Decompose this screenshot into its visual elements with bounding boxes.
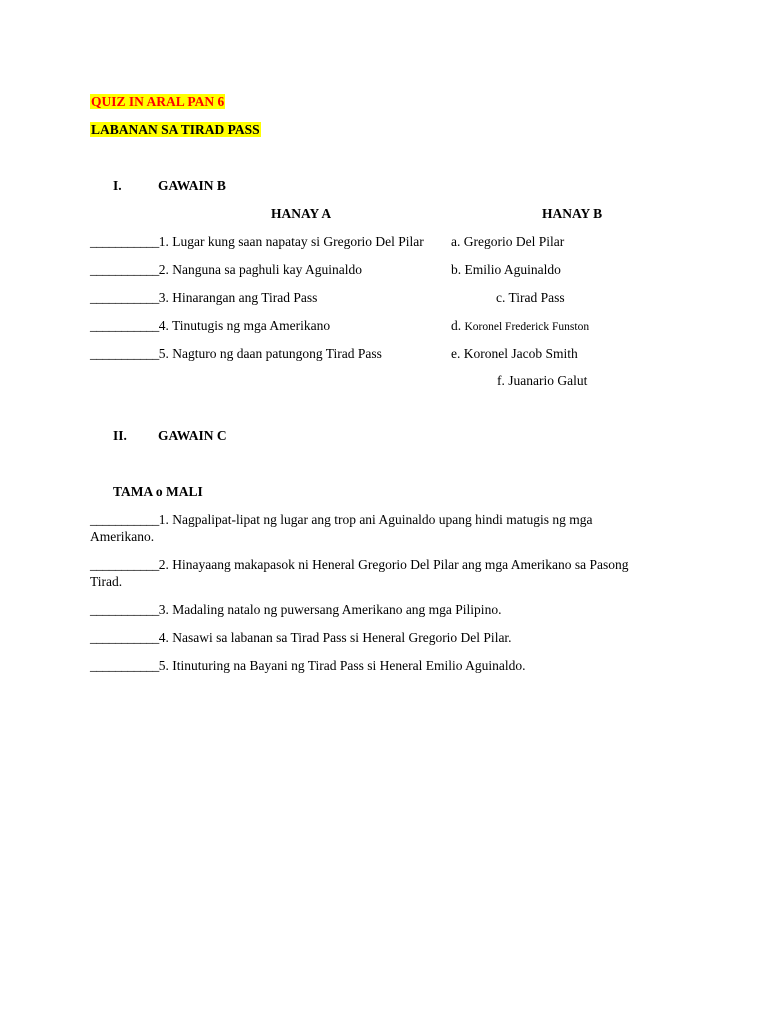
- hanay-a-item: [90, 318, 330, 334]
- section2-title: GAWAIN C: [158, 428, 227, 443]
- answer-blank: ___________: [90, 234, 159, 249]
- hanay-a-header: HANAY A: [271, 206, 332, 221]
- section2-subtitle: TAMA o MALI: [113, 484, 203, 499]
- tama-mali-text: 4. Nasawi sa labanan sa Tirad Pass si Heneral Gregorio Del Pilar.: [158, 630, 512, 645]
- hanay-a-text: 4. Tinutugis ng mga Amerikano: [158, 318, 331, 333]
- choice-text: Koronel Frederick Funston: [464, 321, 590, 333]
- hanay-b-choice: [451, 346, 578, 362]
- choice-letter: b.: [451, 262, 462, 277]
- hanay-a-text: 3. Hinarangan ang Tirad Pass: [158, 290, 318, 305]
- tama-mali-text: 1. Nagpalipat-lipat ng lugar ang trop ani Aguinaldo upang hindi matugis ng mga: [158, 512, 593, 527]
- section1-number: I.: [113, 178, 122, 193]
- tama-mali-item: [90, 658, 525, 674]
- choice-letter: e.: [451, 346, 461, 361]
- tama-mali-continuation: Tirad.: [90, 574, 123, 589]
- hanay-b-choice: [496, 290, 565, 306]
- tama-mali-text: 2. Hinayaang makapasok ni Heneral Gregorio Del Pilar ang mga Amerikano sa Pasong: [158, 557, 629, 572]
- answer-blank: ___________: [90, 346, 159, 361]
- section1-title: GAWAIN B: [158, 178, 226, 193]
- answer-blank: ___________: [90, 658, 159, 673]
- hanay-b-choice: [451, 234, 564, 250]
- choice-letter: c.: [496, 290, 506, 305]
- choice-text: Koronel Jacob Smith: [463, 346, 578, 361]
- choice-letter: f.: [497, 373, 505, 388]
- tama-mali-text: 3. Madaling natalo ng puwersang Amerikano ang mga Pilipino.: [158, 602, 502, 617]
- hanay-a-item: [90, 346, 382, 362]
- tama-mali-item: [90, 602, 501, 618]
- quiz-title-text: QUIZ IN ARAL PAN 6: [91, 94, 225, 109]
- quiz-subtitle: [90, 122, 261, 138]
- answer-blank: ___________: [90, 262, 159, 277]
- tama-mali-continuation: Amerikano.: [90, 529, 155, 544]
- choice-text: Gregorio Del Pilar: [463, 234, 565, 249]
- choice-letter: a.: [451, 234, 461, 249]
- choice-text: Tirad Pass: [508, 290, 565, 305]
- answer-blank: ___________: [90, 290, 159, 305]
- answer-blank: ___________: [90, 318, 159, 333]
- hanay-b-choice: [451, 262, 561, 278]
- hanay-a-text: 5. Nagturo ng daan patungong Tirad Pass: [158, 346, 382, 361]
- hanay-a-item: [90, 290, 317, 306]
- choice-letter: d.: [451, 318, 462, 333]
- hanay-b-choice: [451, 318, 589, 335]
- hanay-a-item: [90, 262, 362, 278]
- tama-mali-item: [90, 557, 629, 573]
- section2-number: II.: [113, 428, 127, 443]
- hanay-a-text: 2. Nanguna sa paghuli kay Aguinaldo: [158, 262, 362, 277]
- choice-text: Juanario Galut: [508, 373, 588, 388]
- choice-text: Emilio Aguinaldo: [464, 262, 561, 277]
- quiz-subtitle-text: LABANAN SA TIRAD PASS: [91, 122, 260, 137]
- tama-mali-item: [90, 512, 593, 528]
- hanay-a-text: 1. Lugar kung saan napatay si Gregorio Del Pilar: [158, 234, 424, 249]
- hanay-a-item: [90, 234, 424, 250]
- answer-blank: ___________: [90, 630, 159, 645]
- answer-blank: ___________: [90, 557, 159, 572]
- tama-mali-text: 5. Itinuturing na Bayani ng Tirad Pass si Heneral Emilio Aguinaldo.: [158, 658, 526, 673]
- hanay-b-header: HANAY B: [542, 206, 603, 221]
- quiz-title: [90, 94, 225, 110]
- tama-mali-item: [90, 630, 512, 646]
- answer-blank: ___________: [90, 602, 159, 617]
- answer-blank: ___________: [90, 512, 159, 527]
- hanay-b-choice: [497, 373, 587, 389]
